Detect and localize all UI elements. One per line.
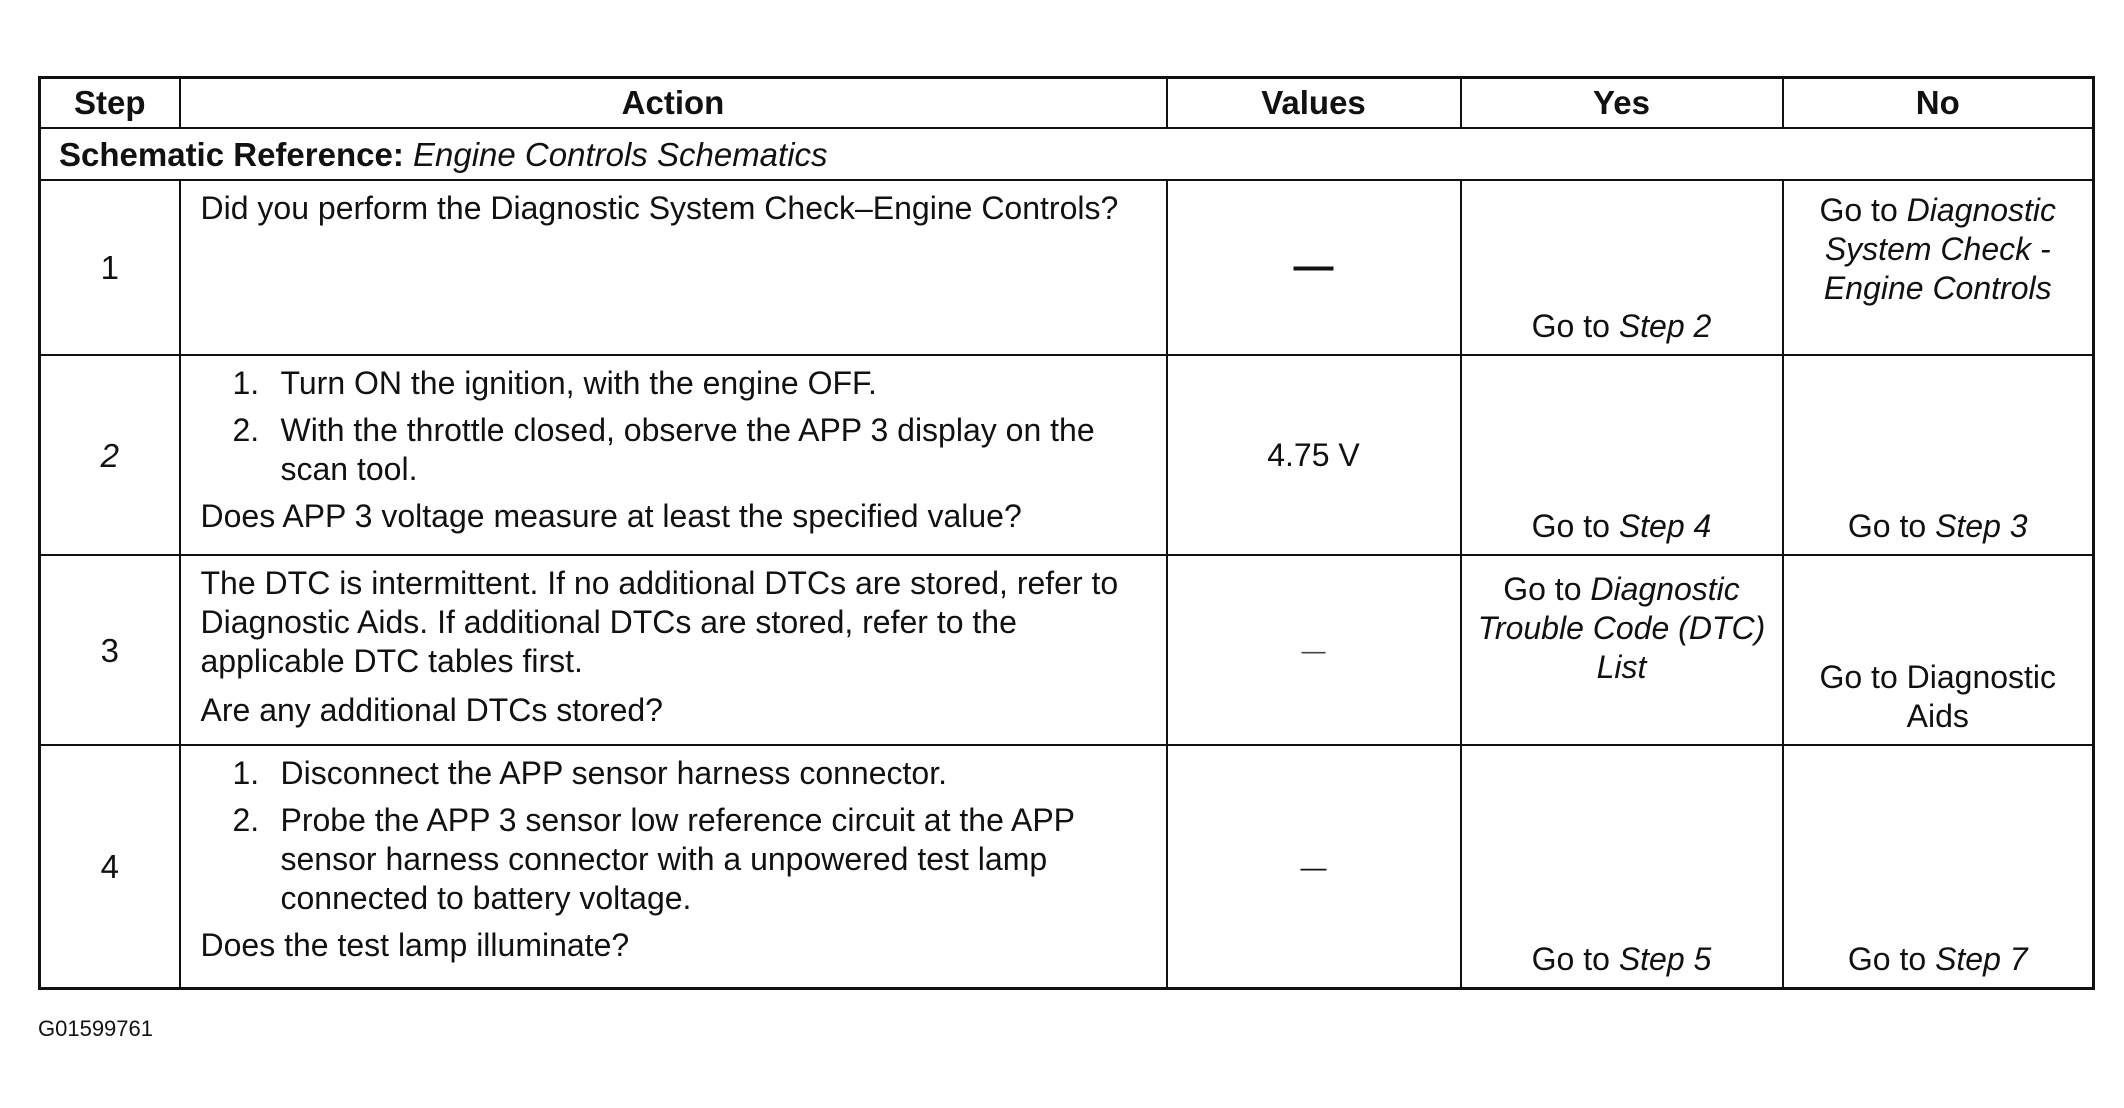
no-cell <box>1783 180 2094 355</box>
schematic-reference-link[interactable]: Engine Controls Schematics <box>413 135 828 173</box>
action-question: Are any additional DTCs stored? <box>200 692 663 729</box>
header-action: Action <box>180 78 1167 129</box>
yes-cell <box>1461 355 1783 555</box>
substep-text: Turn ON the ignition, with the engine OFF. <box>280 365 877 402</box>
no-cell <box>1783 745 2094 988</box>
substep-number: 2. <box>232 412 260 449</box>
no-prefix: Go to <box>1847 941 1927 977</box>
values-cell <box>1167 180 1461 355</box>
substep-text: Probe the APP 3 sensor low reference circuit at the APP sensor harness connector with a unpowered test lamp connected to battery voltage. <box>280 802 1075 917</box>
substep-text: With the throttle closed, observe the APP 3 display on the scan tool. <box>280 412 1095 488</box>
schematic-reference <box>40 128 2094 180</box>
action-question: Does APP 3 voltage measure at least the specified value? <box>200 498 1022 535</box>
no-cell <box>1783 355 2094 555</box>
yes-link[interactable]: Diagnostic Trouble Code (DTC) List <box>1477 571 1766 686</box>
yes-cell <box>1461 180 1783 355</box>
values-cell <box>1167 555 1461 745</box>
substep-text: Disconnect the APP sensor harness connector. <box>280 755 947 792</box>
values-text: — <box>1300 852 1327 883</box>
yes-prefix: Go to <box>1531 941 1610 977</box>
no-link[interactable]: Step 3 <box>1935 508 2028 545</box>
action-cell <box>180 745 1167 988</box>
substep-number: 2. <box>232 802 260 839</box>
yes-cell <box>1461 555 1783 745</box>
table-row <box>40 180 2094 355</box>
header-no: No <box>1783 78 2094 129</box>
action-cell <box>180 355 1167 555</box>
yes-link[interactable]: Step 2 <box>1618 308 1712 345</box>
action-question: Does the test lamp illuminate? <box>200 927 630 964</box>
values-cell <box>1167 745 1461 988</box>
yes-cell <box>1461 745 1783 988</box>
action-cell <box>180 180 1167 355</box>
step-number: 1 <box>40 180 180 355</box>
header-step: Step <box>40 78 180 129</box>
values-text: — <box>1301 638 1326 666</box>
yes-link[interactable]: Step 5 <box>1618 941 1712 977</box>
action-text: The DTC is intermittent. If no additional DTCs are stored, refer to Diagnostic Aids. If additional DTCs are stored, refer to the applicable DTC tables first. <box>200 565 1119 680</box>
values-cell <box>1167 355 1461 555</box>
diagnostic-table <box>38 76 2095 990</box>
substep-list <box>201 364 1146 489</box>
yes-link[interactable]: Step 4 <box>1618 508 1712 545</box>
yes-prefix: Go to <box>1503 571 1582 608</box>
substep <box>201 754 1146 793</box>
substep-list <box>201 754 1146 918</box>
table-row <box>40 745 2094 988</box>
substep <box>201 411 1146 489</box>
no-text[interactable]: Go to Diagnostic Aids <box>1819 659 2057 735</box>
no-prefix: Go to <box>1819 192 1898 229</box>
substep <box>201 801 1146 918</box>
no-link[interactable]: Diagnostic System Check - Engine Controls <box>1823 192 2057 307</box>
header-values: Values <box>1167 78 1461 129</box>
schematic-reference-label: Schematic Reference: <box>59 135 404 173</box>
step-number: 4 <box>40 745 180 988</box>
no-prefix: Go to <box>1847 508 1927 545</box>
values-text: 4.75 V <box>1267 436 1360 473</box>
substep-number: 1. <box>232 365 260 402</box>
no-cell <box>1783 555 2094 745</box>
no-link[interactable]: Step 7 <box>1935 941 2028 977</box>
table-row <box>40 555 2094 745</box>
action-text: Did you perform the Diagnostic System Check–Engine Controls? <box>200 190 1119 227</box>
header-yes: Yes <box>1461 78 1783 129</box>
values-text: — <box>1293 244 1334 289</box>
yes-prefix: Go to <box>1531 508 1610 545</box>
substep <box>201 364 1146 403</box>
table-row <box>40 355 2094 555</box>
table-header-row <box>40 78 2094 129</box>
step-number: 3 <box>40 555 180 745</box>
yes-prefix: Go to <box>1531 308 1610 345</box>
schematic-reference-row <box>40 128 2094 180</box>
action-cell <box>180 555 1167 745</box>
substep-number: 1. <box>232 755 260 792</box>
step-number: 2 <box>40 355 180 555</box>
figure-id: G01599761 <box>38 1016 153 1041</box>
